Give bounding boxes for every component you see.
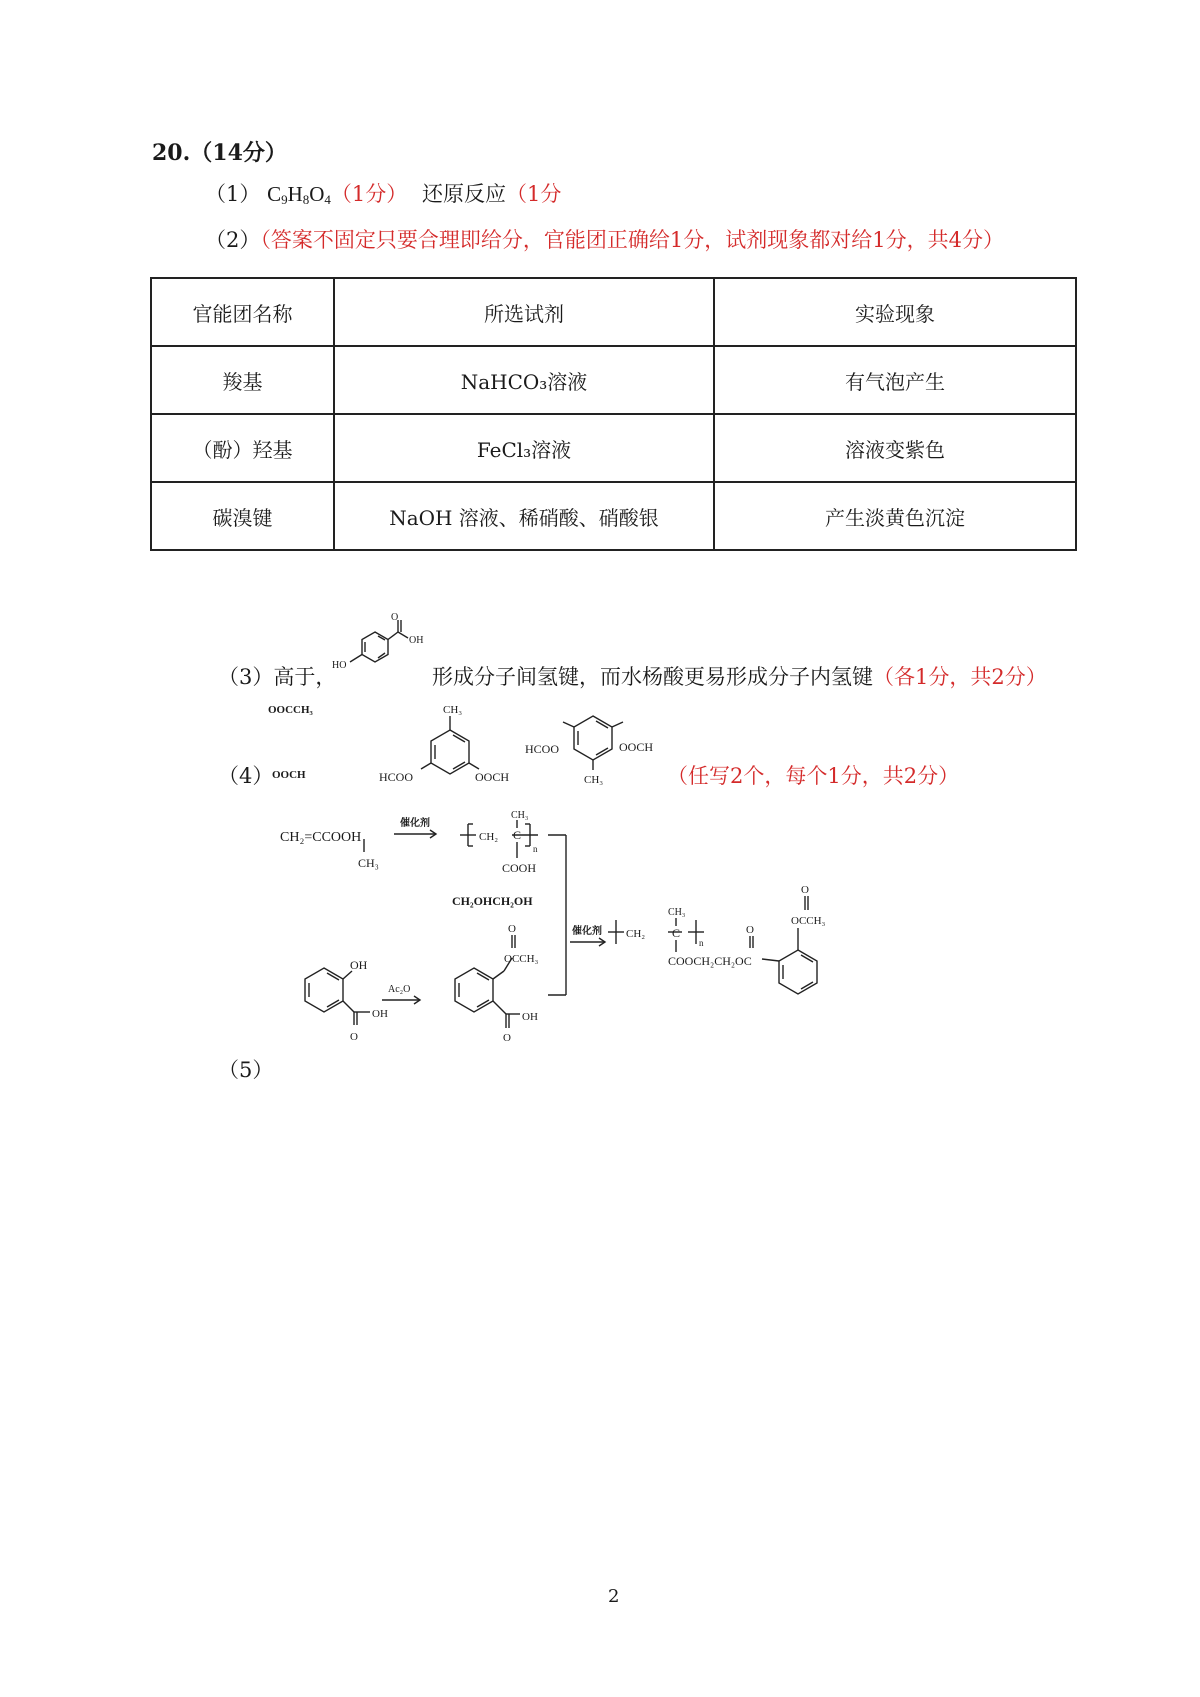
part2-line (205, 226, 1004, 254)
monomer-label: CH₂=CCOOH (280, 830, 362, 845)
product-c-label: C (672, 926, 681, 940)
part2-note: （答案不固定只要合理即给分，官能团正确给1分，试剂现象都对给1分，共4分） (260, 228, 1004, 252)
table-header: 实验现象 (714, 278, 1076, 346)
part3-line (218, 663, 336, 691)
part3-text-before: 高于， (273, 665, 337, 689)
part1-label: （1） (205, 182, 261, 206)
carbonyl-o-label: O (508, 923, 516, 935)
ester-group-label: OOCH (272, 769, 306, 781)
part4-label: （4） (218, 764, 274, 788)
table-row (151, 346, 1076, 414)
page-number: 2 (608, 1586, 620, 1607)
part1-score-2: （1分 (505, 182, 562, 206)
catalyst-label: 催化剂 (400, 818, 430, 829)
product-methyl-label: CH₃ (668, 907, 686, 918)
methyl-label: CH₃ (443, 704, 463, 716)
part2-label: （2） (205, 228, 261, 252)
question-header (152, 136, 287, 167)
formate-right-label: OOCH (619, 740, 654, 754)
table-header: 官能团名称 (151, 278, 334, 346)
carbonyl-o-label: O (746, 924, 754, 936)
table-cell: NaOH 溶液、稀硝酸、硝酸银 (334, 482, 714, 550)
table-row (151, 414, 1076, 482)
p-hydroxybenzoic-acid-structure (328, 612, 438, 674)
table-header: 所选试剂 (334, 278, 714, 346)
acid-oh-label: OH (522, 1011, 538, 1023)
phenol-oh-label: OH (350, 958, 368, 972)
part3-score: （各1分，共2分） (873, 665, 1047, 689)
table-cell: 溶液变紫色 (714, 414, 1076, 482)
isomer-structure-1 (262, 696, 342, 784)
table-cell: 产生淡黄色沉淀 (714, 482, 1076, 550)
table-cell: 有气泡产生 (714, 346, 1076, 414)
part1-reaction: 还原反应 (421, 182, 506, 206)
part1-score-1: （1分） (330, 182, 408, 206)
formate-right-label: OOCH (475, 770, 510, 784)
methyl-label: CH₃ (584, 774, 604, 786)
formate-left-label: HCOO (525, 742, 560, 756)
acetoxy-label: OCCH₃ (791, 915, 826, 927)
product-ch2-label: CH₂ (626, 928, 646, 940)
part4-score: （任写2个，每个1分，共2分） (667, 764, 960, 788)
carbonyl-o-label: O (391, 612, 399, 623)
ester-group-label: OOCCH₃ (268, 704, 313, 716)
isomer-structure-2 (375, 700, 525, 790)
question-number: 20. (152, 140, 191, 166)
part3-line-rest (432, 663, 1047, 691)
table-cell: NaHCO₃溶液 (334, 346, 714, 414)
acetoxy-label: OCCH₃ (504, 953, 539, 965)
table-cell: （酚）羟基 (151, 414, 334, 482)
acid-oh-label: OH (372, 1008, 388, 1020)
part3-text-after: 形成分子间氢键，而水杨酸更易形成分子内氢键 (432, 665, 873, 689)
polymer-methyl-label: CH₃ (511, 810, 529, 821)
part1-formula: $C_9H_8O_4$ (267, 182, 331, 207)
catalyst-label: 催化剂 (572, 926, 602, 937)
table-cell: FeCl₃溶液 (334, 414, 714, 482)
product-n-label: n (699, 938, 704, 948)
formate-left-label: HCOO (379, 770, 414, 784)
table-row (151, 482, 1076, 550)
product-chain-label: COOCH₂CH₂OC (668, 954, 752, 968)
carbonyl-o-label: O (503, 1032, 511, 1044)
part1-line (205, 180, 561, 208)
polymer-n-label: n (533, 844, 538, 854)
polymer-c-label: C (513, 828, 522, 842)
acid-oh-label: OH (409, 635, 424, 646)
synthesis-route (280, 800, 900, 1070)
phenol-oh-label: HO (332, 660, 347, 671)
isomer-structure-3 (525, 700, 675, 790)
polymer-cooh-label: COOH (502, 861, 537, 875)
functional-group-table (150, 277, 1077, 551)
carbonyl-o-label: O (801, 884, 809, 896)
question-points: （14分） (190, 140, 287, 166)
monomer-methyl-label: CH₃ (358, 856, 379, 870)
table-cell: 羧基 (151, 346, 334, 414)
part3-label: （3） (218, 665, 274, 689)
table-header-row (151, 278, 1076, 346)
part5-label: （5） (218, 1058, 274, 1082)
ac2o-label: Ac₂O (388, 984, 411, 995)
table-cell: 碳溴键 (151, 482, 334, 550)
polymer-ch2-label: CH₂ (479, 831, 499, 843)
glycol-label: CH₂OHCH₂OH (452, 894, 533, 908)
carbonyl-o-label: O (350, 1031, 358, 1043)
